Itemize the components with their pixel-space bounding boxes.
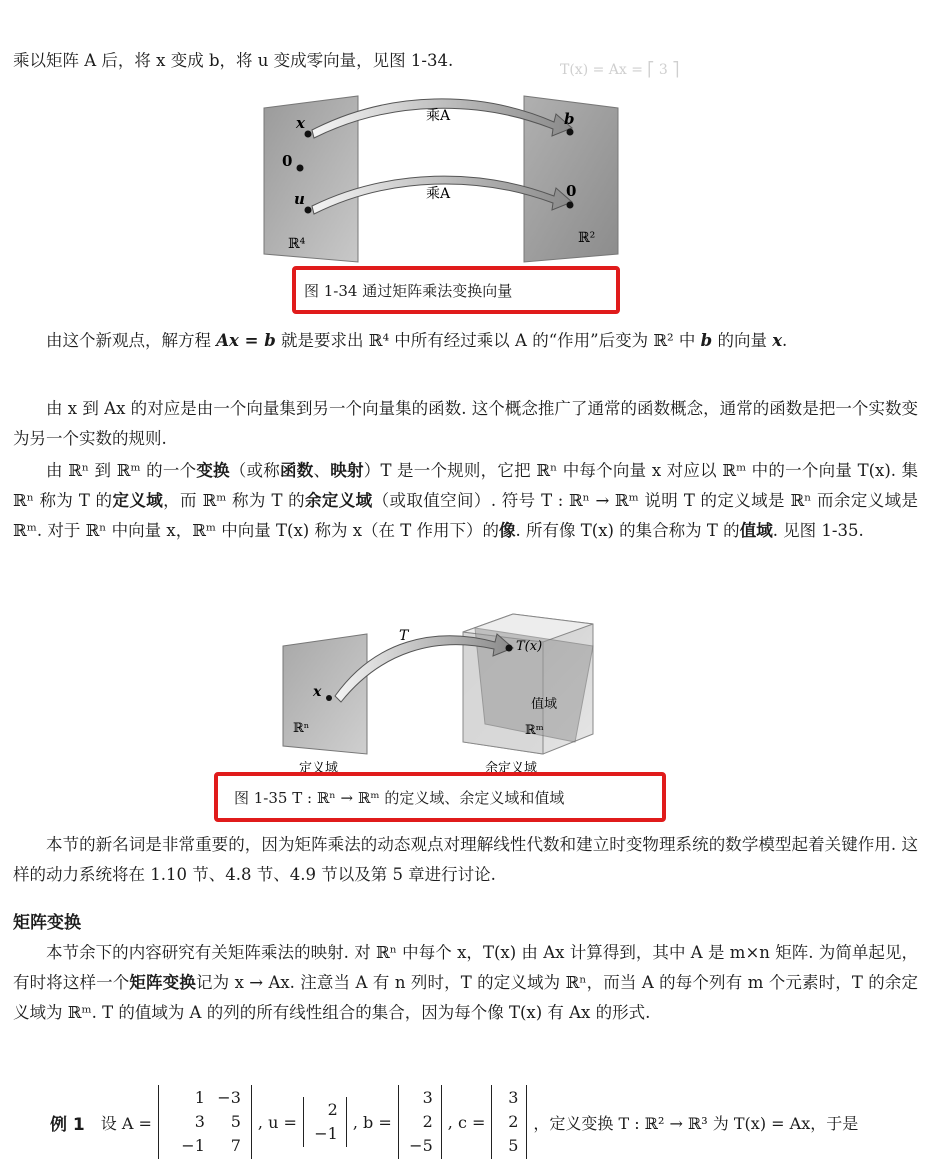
label-mult-top: 乘A [426, 108, 451, 124]
label-rm: ℝᵐ [525, 723, 544, 738]
vector-b-entry: −5 [409, 1136, 433, 1155]
vector-c-entry: 2 [508, 1112, 519, 1131]
domain-panel [283, 634, 367, 754]
label-b: b [564, 110, 575, 128]
paragraph-solve: 由这个新观点，解方程 Ax = b 就是要求出 ℝ⁴ 中所有经过乘以 A 的“作用”后变为 ℝ² 中 b 的向量 x. [46, 331, 788, 350]
label-Tx: T(x) [516, 639, 543, 654]
matrix-A-entry: 5 [230, 1112, 241, 1131]
point-zero-left [297, 165, 304, 172]
vector-b-entry: 2 [422, 1112, 433, 1131]
label-mult-bottom: 乘A [426, 186, 451, 202]
point-zero-right [567, 202, 574, 209]
label-x: x [296, 114, 305, 132]
label-u: u [294, 190, 305, 208]
label-T: T [399, 628, 409, 644]
vector-u-entry: 2 [327, 1100, 338, 1119]
label-domain: 定义域 [299, 761, 339, 776]
point-u [305, 207, 312, 214]
paragraph-importance: 本节的新名词是非常重要的，因为矩阵乘法的动态观点对理解线性代数和建立时变物理系统的数学模型起着关键作用. 这样的动力系统将在 1.10 节、4.8 节、4.9 节以及第 5 章进行讨论. [13, 835, 918, 884]
caption-1-35: 图 1-35 T : ℝⁿ → ℝᵐ 的定义域、余定义域和值域 [234, 789, 565, 807]
caption-1-34: 图 1-34 通过矩阵乘法变换向量 [304, 282, 513, 300]
vector-c [491, 1085, 527, 1159]
label-codomain: 余定义域 [485, 761, 538, 776]
label-r2: ℝ² [578, 230, 596, 246]
vector-b [398, 1085, 442, 1159]
vector-u [303, 1097, 347, 1147]
label-x-domain: x [313, 684, 322, 700]
vector-b-entry: 3 [422, 1088, 433, 1107]
point-Tx [506, 645, 513, 652]
vector-c-entry: 5 [508, 1136, 519, 1155]
example-label: 例 1 [50, 1114, 85, 1135]
point-b [567, 129, 574, 136]
label-zero-left: 0 [282, 152, 293, 170]
matrix-A-entry: −1 [181, 1136, 205, 1155]
example-1 [50, 1086, 930, 1158]
vector-c-entry: 3 [508, 1088, 519, 1107]
section-heading: 矩阵变换 [13, 913, 81, 933]
matrix-A-entry: −3 [217, 1088, 241, 1107]
vector-u-entry: −1 [314, 1124, 338, 1143]
matrix-A-entry: 1 [194, 1088, 205, 1107]
example-c-label: , c = [447, 1112, 486, 1132]
example-b-label: , b = [352, 1112, 392, 1132]
paragraph-transformation: 由 ℝⁿ 到 ℝᵐ 的一个变换（或称函数、映射）T 是一个规则，它把 ℝⁿ 中每个向量 x 对应以 ℝᵐ 中的一个向量 T(x). 集 ℝⁿ 称为 T 的定义域，而 ℝᵐ 称为 T 的余定义域（或取值空间）. 符号 T : ℝⁿ → ℝᵐ 说明 T 的定义域是 ℝⁿ 而余定义域是 ℝᵐ. 对于 ℝⁿ 中向量 x，ℝᵐ 中向量 T(x) 称为 x（在 T 作用下）的像. 所有像 T(x) 的集合称为 T 的值域. 见图 1-35. [13, 461, 919, 540]
point-x [305, 131, 312, 138]
point-x-domain [326, 695, 332, 701]
paragraph-function: 由 x 到 Ax 的对应是由一个向量集到另一个向量集的函数. 这个概念推广了通常的函数概念，通常的函数是把一个实数变为另一个实数的规则. [13, 399, 918, 448]
intro-line: 乘以矩阵 A 后，将 x 变成 b，将 u 变成零向量，见图 1-34. [13, 51, 454, 70]
matrix-A-entry: 3 [194, 1112, 205, 1131]
example-u-label: , u = [257, 1112, 297, 1132]
bleed-through: T(x) = Ax = ⎡ 3 ⎤ [560, 62, 680, 78]
label-rn: ℝⁿ [293, 721, 310, 736]
label-r4: ℝ⁴ [288, 236, 306, 252]
figure-1-35 [275, 606, 625, 778]
matrix-A [158, 1085, 252, 1159]
example-intro: 设 A = [100, 1113, 152, 1133]
label-zero-right: 0 [566, 182, 577, 200]
matrix-A-entry: 7 [230, 1136, 241, 1155]
example-tail: ，定义变换 T : ℝ² → ℝ³ 为 T(x) = Ax，于是 [533, 1113, 859, 1133]
label-range: 值域 [531, 697, 558, 712]
paragraph-matrix-transformation: 本节余下的内容研究有关矩阵乘法的映射. 对 ℝⁿ 中每个 x，T(x) 由 Ax 计算得到，其中 A 是 m×n 矩阵. 为简单起见，有时将这样一个矩阵变换记为 x → Ax. 注意当 A 有 n 列时，T 的定义域为 ℝⁿ，而当 A 的每个列有 m 个元素时，T 的余定义域为 ℝᵐ. T 的值域为 A 的列的所有线性组合的集合，因为每个像 T(x) 有 Ax 的形式. [13, 943, 918, 1022]
figure-1-34 [250, 92, 630, 274]
